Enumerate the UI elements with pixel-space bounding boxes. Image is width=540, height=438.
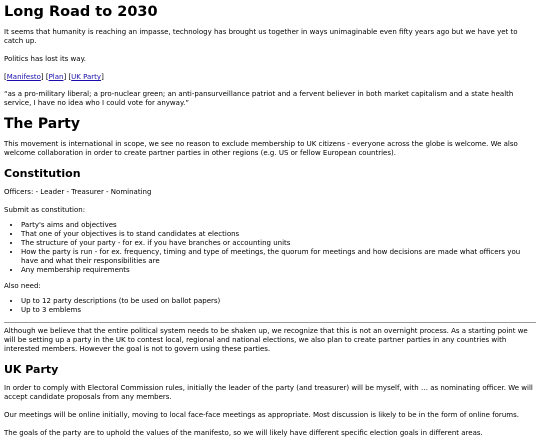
- party-intro: This movement is international in scope, we see no reason to exclude membership to UK citizens - everyone across the globe is welcome. We also welcome collaboration in order to create partner parties in other regions (e.g. US or fellow European countries).: [4, 140, 518, 157]
- plan-link[interactable]: Plan: [48, 73, 64, 81]
- uk-party-heading: UK Party: [4, 363, 59, 376]
- party-heading: The Party: [4, 116, 80, 132]
- site-title: Long Road to 2030: [4, 4, 158, 20]
- list-item: • How the party is run - for ex. frequency, timing and type of meetings, the quorum for meetings and how decisions are made what officers you have and what their responsibilities are: [21, 248, 536, 266]
- constitution-list: [4, 221, 536, 275]
- also-list: [4, 297, 536, 315]
- nav-links: [Manifesto] [Plan] [UK Party]: [4, 73, 104, 81]
- politics-paragraph: Politics has lost its way.: [4, 55, 86, 63]
- quote: “as a pro-military liberal; a pro-nuclear green; an anti-pansurveillance patriot and a fervent believer in both market capitalism and a state health service, I have no idea who I could vote for anyway.”: [4, 90, 514, 107]
- uk-party-paragraph-2: Our meetings will be online initially, moving to local face-face meetings as appropriate. Most discussion is likely to be in the form of online forums.: [4, 411, 519, 419]
- list-item: • Party's aims and objectives: [21, 221, 536, 230]
- uk-party-paragraph-1: In order to comply with Electoral Commission rules, initially the leader of the party (and treasurer) will be myself, with … as nominating officer. We will accept candidate proposals from any members.: [4, 384, 533, 401]
- approach-paragraph: Although we believe that the entire political system needs to be shaken up, we recognize that this is not an overnight process. As a starting point we will be setting up a party in the UK to contest local, regional and national elections, we also plan to create partner parties in any countries with interested members. However the goal is not to govern using these parties.: [4, 327, 528, 353]
- list-item: • That one of your objectives is to stand candidates at elections: [21, 230, 536, 239]
- officers-line: Officers: - Leader - Treasurer - Nominating: [4, 188, 152, 196]
- manifesto-link[interactable]: Manifesto: [6, 73, 41, 81]
- divider: [4, 322, 536, 323]
- uk-party-link[interactable]: UK Party: [71, 73, 102, 81]
- submit-label: Submit as constitution:: [4, 206, 86, 214]
- constitution-heading: Constitution: [4, 167, 81, 180]
- also-label: Also need:: [4, 282, 41, 290]
- list-item: • The structure of your party - for ex. if you have branches or accounting units: [21, 239, 536, 248]
- list-item: • Up to 3 emblems: [21, 306, 536, 315]
- list-item: • Up to 12 party descriptions (to be used on ballot papers): [21, 297, 536, 306]
- intro-paragraph: It seems that humanity is reaching an impasse, technology has brought us together in ways unimaginable even fifty years ago but we have yet to catch up.: [4, 28, 518, 45]
- uk-party-paragraph-3: The goals of the party are to uphold the values of the manifesto, so we will likely have different specific election goals in different areas.: [4, 429, 483, 437]
- list-item: • Any membership requirements: [21, 266, 536, 275]
